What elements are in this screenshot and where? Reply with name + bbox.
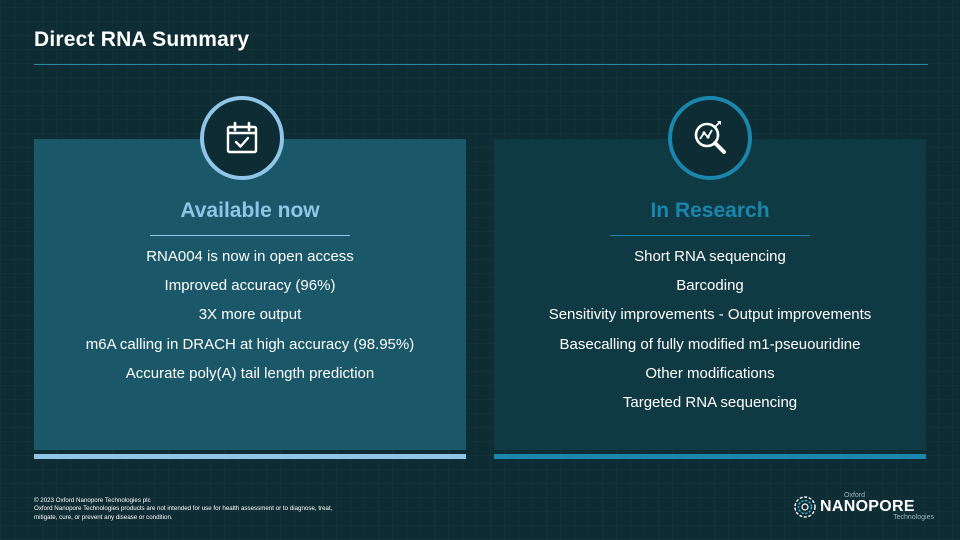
calendar-check-icon [224,120,260,156]
list-item: Other modifications [645,364,775,382]
slide-title: Direct RNA Summary [34,28,250,51]
available-now-list [34,247,466,393]
list-item: Improved accuracy (96%) [164,277,336,295]
magnifier-chart-icon [690,118,730,158]
oxford-nanopore-logo [792,492,938,522]
disclaimer-text: Oxford Nanopore Technologies products are not intended for use for health assessment or to diagnose, treat, mitigate, cure, or prevent any disease or condition. [34,505,333,521]
list-item: Basecalling of fully modified m1-pseuouridine [559,335,861,353]
panel-heading: In Research [650,199,770,222]
panel-accent-bar [34,454,466,459]
logo-main-text: NANOPORE [820,498,915,515]
heading-divider [610,235,810,236]
list-item: RNA004 is now in open access [146,248,354,265]
panel-available-now [34,139,466,450]
list-item: Short RNA sequencing [634,248,786,265]
list-item: 3X more output [198,306,302,324]
panel-heading: Available now [180,199,320,222]
title-divider [34,64,928,65]
copyright-text: © 2023 Oxford Nanopore Technologies plc [34,497,151,504]
list-item: Barcoding [676,277,744,295]
panel-accent-bar [494,454,926,459]
heading-divider [150,235,350,236]
list-item: m6A calling in DRACH at high accuracy (98.95%) [85,335,415,353]
calendar-badge [200,96,284,180]
logo-wordmark [820,492,938,522]
footer-disclaimer [34,497,354,522]
list-item: Targeted RNA sequencing [622,393,798,411]
in-research-list [494,247,926,422]
panel-in-research [494,139,926,450]
research-badge [668,96,752,180]
list-item: Sensitivity improvements - Output improvements [548,306,872,324]
logo-top-text: Oxford [844,492,866,499]
nanopore-logo-icon [792,494,818,520]
logo-bottom-text: Technologies [893,514,934,521]
list-item: Accurate poly(A) tail length prediction [125,364,375,382]
